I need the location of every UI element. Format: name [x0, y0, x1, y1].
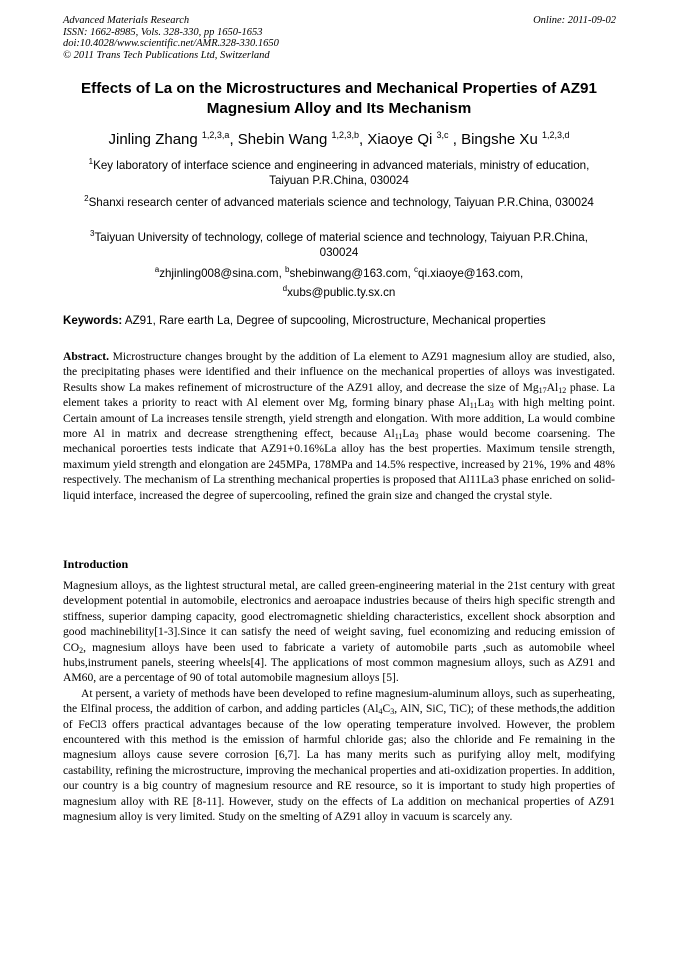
subscript: 11	[469, 401, 478, 411]
abstract-text: phase would become coarsening. The mechanical poroerties tests indicate that AZ91+0.16%La alloy has the best properties. Maximum tensile strength, maximum yield strength and elongation are 245MPa, 178MPa and 14.5% respective, increased by 21%, 19% and 48% respectively. The mechanism of La strenthing mechanical properties is proposed that Al11La3 phase enriched on solid-liquid interface, increased the degree of supercooling, refined the grain size and changed the crystal style.	[63, 427, 615, 502]
journal-name: Advanced Materials Research	[63, 15, 190, 26]
email-mark: d	[282, 284, 288, 294]
subscript: 3	[489, 401, 494, 411]
author-name: Xiaoye Qi	[367, 131, 437, 148]
keywords-label: Keywords:	[63, 314, 123, 327]
affiliation-mark: 2	[84, 194, 89, 203]
author-separator: ,	[229, 131, 238, 148]
author-name: Bingshe Xu	[461, 131, 542, 148]
paper-title	[50, 79, 628, 118]
journal-issn: ISSN: 1662-8985, Vols. 328-330, pp 1650-1653	[63, 26, 263, 38]
introduction-paragraph-2	[63, 686, 615, 825]
affiliation-mark: 3	[90, 229, 95, 238]
paragraph-text: At persent, a variety of methods have been developed to refine magnesium-aluminum alloys, such as superheating, the Elfinal process, the addition of carbon, and adding particles (Al	[63, 686, 615, 716]
title-line-1: Effects of La on the Microstructures and Mechanical Properties of AZ91	[81, 80, 597, 97]
journal-header	[63, 15, 279, 61]
email-mark: c	[414, 265, 419, 274]
affiliation-3	[80, 226, 598, 261]
subscript: 11	[394, 432, 403, 442]
journal-doi: doi:10.4028/www.scientific.net/AMR.328-330.1650	[63, 38, 279, 50]
introduction-body	[63, 578, 615, 825]
subscript: 3	[414, 432, 419, 442]
author-separator: ,	[448, 131, 462, 148]
abstract-text: La	[477, 396, 490, 410]
author-affiliation-mark: 1,2,3,d	[541, 130, 570, 140]
paragraph-text: , magnesium alloys have been used to fabricate a variety of automobile parts ,such as automobile wheel hubs,instrument panels, steering wheels[4]. The applications of most common magnesium alloys, such as AZ91 and AM60, are a percentage of 90 of total automobile magnesium alloys [5].	[63, 640, 615, 685]
keywords-text: AZ91, Rare earth La, Degree of supcooling, Microstructure, Mechanical properties	[122, 314, 546, 327]
section-heading-introduction: Introduction	[63, 557, 129, 571]
introduction-paragraph-1	[63, 578, 615, 686]
paragraph-text: , AlN, SiC, TiC); of these methods,the addition of FeCl3 offers practical advantages because of the low operating temperature involved. However, the problem encountered with this method is the emission of harmful chloride gas; also the chloride and Fe remaining in the magnesium alloys cause severe corrosion [6,7]. La has many merits such as purifying alloy melt, modifying castability, refining the microstructure, improving the mechanical properties and ati-oxidization properties. In addition, our country is a big country of magnesium resource and RE resource, so it is important to study high properties of magnesium alloy with RE [8-11]. However, study on the effects of La addition on mechanical properties of AZ91 magnesium alloy is very limited. Study on the smelting of AZ91 alloy in vacuum is scarcely any.	[63, 702, 615, 824]
author-affiliation-mark: 1,2,3,a	[201, 130, 230, 140]
abstract-paragraph	[63, 349, 615, 503]
author-name: Jinling Zhang	[108, 131, 202, 148]
abstract-label: Abstract.	[63, 350, 110, 363]
author-name: Shebin Wang	[237, 131, 332, 148]
email-mark: b	[285, 265, 290, 274]
abstract-text: La	[402, 427, 415, 441]
author-separator: ,	[358, 131, 368, 148]
author-list	[40, 130, 638, 148]
affiliation-text: Key laboratory of interface science and engineering in advanced materials, ministry of education, Taiyuan P.R.China, 030024	[93, 159, 590, 188]
journal-copyright: © 2011 Trans Tech Publications Ltd, Switzerland	[63, 49, 270, 61]
email-link[interactable]: zhjinling008@sina.com,	[159, 267, 286, 280]
affiliation-2	[80, 191, 598, 210]
affiliation-1	[80, 154, 598, 189]
subscript: 2	[79, 645, 84, 655]
keywords	[63, 314, 623, 327]
subscript: 12	[558, 385, 567, 395]
affiliation-mark: 1	[88, 157, 94, 166]
subscript: 17	[538, 385, 547, 395]
abstract-text: phase. La element takes a priority to react with Al element over Mg, forming binary phase Al	[63, 380, 615, 410]
abstract-text: Microstructure changes brought by the addition of La element to AZ91 magnesium alloy are studied, also, the precipitating phases were identified and their influence on the mechanical properties of alloys was investigated. Results show La makes refinement of microstructure of the AZ91 alloy, and decrease the size of Mg	[63, 350, 615, 394]
email-link[interactable]: qi.xiaoye@163.com,	[418, 267, 524, 280]
paragraph-text: C	[382, 702, 391, 716]
email-list	[80, 262, 598, 301]
subscript: 4	[378, 707, 383, 717]
affiliation-text: Taiyuan University of technology, college of material science and technology, Taiyuan P.R.China, 030024	[94, 231, 588, 260]
author-affiliation-mark: 3,c	[436, 130, 449, 140]
email-mark: a	[154, 265, 160, 274]
paragraph-text: Magnesium alloys, as the lightest structural metal, are called green-engineering material in the 21st century with great development potential in automobile, electronics and aeroapace industries because of theirs high specific strength and stiffness, superior damping capacity, good electromagnetic shielding characteristics, excellent shock absorption and good machinebility[1-3].Since it can satisfy the need of weight saving, fuel economizing and reducing emission of CO	[63, 579, 615, 654]
abstract-text: with high melting point. Certain amount of La increases tensile strength, yield strength and elongation. With more addition, La would combine more Al in matrix and decrease strengthening effect, because Al	[63, 396, 615, 441]
online-date: Online: 2011-09-02	[533, 15, 616, 26]
author-affiliation-mark: 1,2,3,b	[331, 130, 359, 140]
email-link[interactable]: shebinwang@163.com,	[289, 267, 415, 280]
title-line-2: Magnesium Alloy and Its Mechanism	[206, 99, 472, 117]
subscript: 3	[390, 707, 395, 717]
abstract-text: Al	[546, 380, 559, 394]
affiliation-text: Shanxi research center of advanced materials science and technology, Taiyuan P.R.China, 030024	[88, 196, 594, 209]
abstract	[63, 349, 615, 503]
email-link[interactable]: xubs@public.ty.sx.cn	[287, 286, 396, 300]
